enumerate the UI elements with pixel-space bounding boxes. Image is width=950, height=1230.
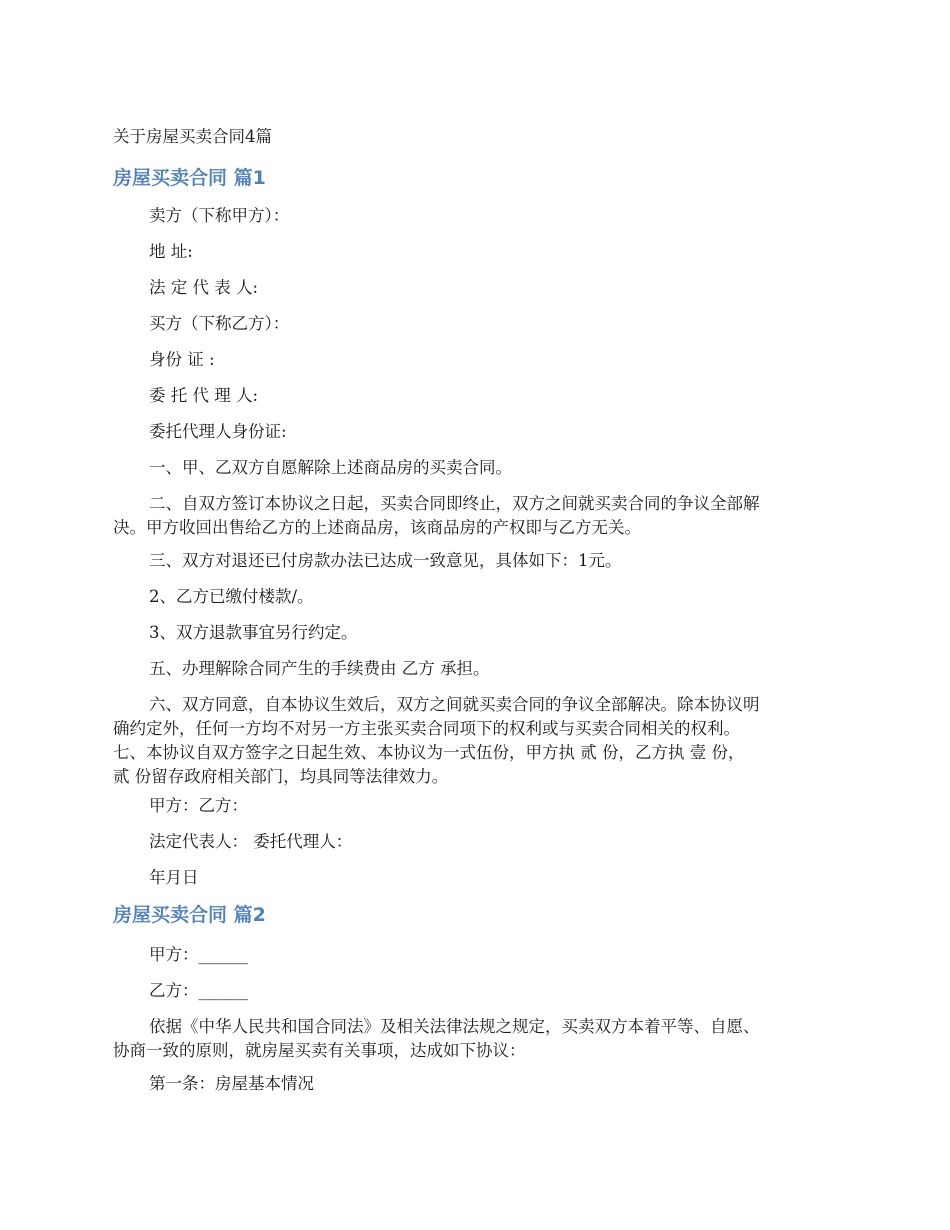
- article-1: 第一条：房屋基本情况: [149, 1074, 314, 1093]
- clause-7-line-1: 七、本协议自双方签字之日起生效、本协议为一式伍份，甲方执 贰 份，乙方执 壹 份，: [113, 743, 745, 762]
- section-2-heading: 房屋买卖合同 篇2: [113, 904, 266, 926]
- signatories-line: 法定代表人： 委托代理人：: [149, 832, 353, 851]
- clause-2-line-2: 决。甲方收回出售给乙方的上述商品房，该商品房的产权即与乙方无关。: [113, 518, 641, 537]
- clause-2-line-1: 二、自双方签订本协议之日起，买卖合同即终止，双方之间就买卖合同的争议全部解: [149, 494, 760, 513]
- date-line: 年月日: [149, 868, 199, 887]
- address-line: 地 址:: [149, 242, 193, 261]
- clause-7-line-2: 贰 份留存政府相关部门，均具同等法律效力。: [113, 767, 449, 786]
- buyer-line: 买方（下称乙方）：: [149, 314, 290, 333]
- item-2: 2、乙方已缴付楼款/。: [149, 587, 314, 606]
- agent-line: 委 托 代 理 人:: [149, 386, 259, 405]
- seller-line: 卖方（下称甲方）：: [149, 206, 290, 225]
- clause-6-line-2: 确约定外，任何一方均不对另一方主张买卖合同项下的权利或与买卖合同相关的权利。: [113, 719, 740, 738]
- legal-rep-line: 法 定 代 表 人:: [149, 278, 259, 297]
- clause-5: 五、办理解除合同产生的手续费由 乙方 承担。: [149, 659, 490, 678]
- party-b-line: 乙方：______: [149, 981, 248, 1000]
- section-2-intro: [113, 1015, 841, 1063]
- item-3: 3、双方退款事宜另行约定。: [149, 623, 358, 642]
- agent-id-line: 委托代理人身份证:: [149, 422, 287, 441]
- parties-line: 甲方：乙方：: [149, 796, 248, 815]
- intro-line-2: 协商一致的原则，就房屋买卖有关事项，达成如下协议：: [113, 1041, 526, 1060]
- intro-line-1: 依据《中华人民共和国合同法》及相关法律法规之规定，买卖双方本着平等、自愿、: [149, 1017, 760, 1036]
- clause-6-line-1: 六、双方同意，自本协议生效后，双方之间就买卖合同的争议全部解决。除本协议明: [149, 695, 760, 714]
- party-a-line: 甲方：______: [149, 945, 248, 964]
- clause-6-7: [113, 693, 841, 789]
- id-card-line: 身份 证 :: [149, 350, 215, 369]
- document-title: 关于房屋买卖合同4篇: [113, 127, 272, 146]
- clause-2: [113, 492, 841, 540]
- section-1-heading: 房屋买卖合同 篇1: [113, 167, 266, 189]
- clause-3: 三、双方对退还已付房款办法已达成一致意见，具体如下：1元。: [149, 551, 622, 570]
- clause-1: 一、甲、乙双方自愿解除上述商品房的买卖合同。: [149, 458, 512, 477]
